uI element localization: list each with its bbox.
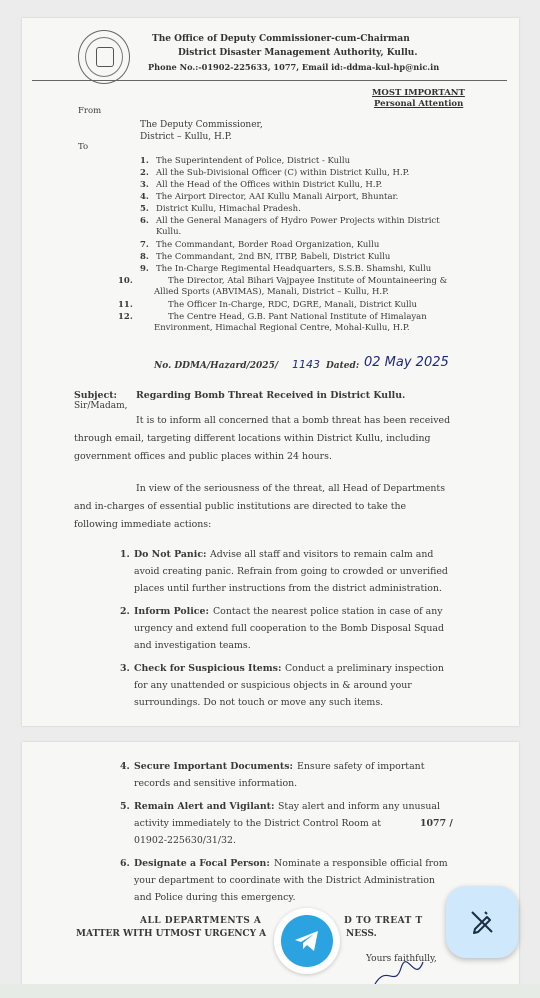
action-title: Check for Suspicious Items: xyxy=(134,663,282,674)
recipient-line: The Commandant, Border Road Organization, Kullu xyxy=(156,240,380,250)
closing-line-2b: NESS. xyxy=(346,929,377,939)
action-number: 4. xyxy=(120,761,130,772)
from-line-1: The Deputy Commissioner, xyxy=(140,120,263,130)
recipient-line: The Commandant, 2nd BN, ITBP, Babeli, District Kullu xyxy=(156,252,391,262)
action-number: 5. xyxy=(120,801,130,812)
action-number: 1. xyxy=(120,549,130,560)
document-page-2 xyxy=(22,742,519,992)
recipient-number: 12. xyxy=(118,312,133,322)
priority-line-2: Personal Attention xyxy=(374,99,464,109)
reference-number: No. DDMA/Hazard/2025/ xyxy=(154,361,279,371)
action-text: Advise all staff and visitors to remain calm and xyxy=(210,549,434,560)
recipient-line: All the Sub-Divisional Officer (C) within District Kullu, H.P. xyxy=(156,168,410,178)
action-text: activity immediately to the District Control Room at xyxy=(134,818,382,829)
pen-slash-icon xyxy=(468,908,496,936)
header-line-2: District Disaster Management Authority, Kullu. xyxy=(178,48,418,58)
action-text: Nominate a responsible official from xyxy=(274,858,448,869)
header-rule xyxy=(32,80,507,81)
para-1-line-2: through email, targeting different locations within District Kullu, including xyxy=(74,433,431,444)
recipient-number: 2. xyxy=(140,168,149,178)
action-text: 01902-225630/31/32. xyxy=(134,835,236,846)
action-number: 6. xyxy=(120,858,130,869)
subject-label: Subject: xyxy=(74,390,117,401)
action-text: Stay alert and inform any unusual xyxy=(278,801,440,812)
action-title: Remain Alert and Vigilant: xyxy=(134,801,275,812)
closing-yours-faithfully: Yours faithfully, xyxy=(366,954,437,964)
action-title: Inform Police: xyxy=(134,606,209,617)
subject-text: Regarding Bomb Threat Received in District Kullu. xyxy=(136,390,406,401)
from-line-2: District – Kullu, H.P. xyxy=(140,132,232,142)
action-text: avoid creating panic. Refrain from going to crowded or unverified xyxy=(134,566,448,577)
from-label: From xyxy=(78,106,102,116)
header-line-3: Phone No.:-01902-225633, 1077, Email id:-ddma-kul-hp@nic.in xyxy=(148,62,440,72)
recipient-line: Allied Sports (ABVIMAS), Manali, District – Kullu, H.P. xyxy=(154,287,389,297)
recipient-number: 5. xyxy=(140,204,149,214)
action-title: Designate a Focal Person: xyxy=(134,858,270,869)
telegram-icon xyxy=(281,915,333,967)
recipient-number: 8. xyxy=(140,252,149,262)
recipient-line: Environment, Himachal Regional Centre, Mohal-Kullu, H.P. xyxy=(154,323,410,333)
dated-label: Dated: xyxy=(326,361,360,371)
recipient-number: 1. xyxy=(140,156,149,166)
action-number: 3. xyxy=(120,663,130,674)
action-text: Conduct a preliminary inspection xyxy=(285,663,444,674)
recipient-line: Kullu. xyxy=(156,227,182,237)
recipient-number: 4. xyxy=(140,192,149,202)
action-text: Ensure safety of important xyxy=(297,761,425,772)
ddma-seal-logo xyxy=(78,30,130,84)
telegram-share-button[interactable] xyxy=(274,908,340,974)
recipient-number: 9. xyxy=(140,264,149,274)
priority-line-1: MOST IMPORTANT xyxy=(372,88,465,98)
recipient-line: All the General Managers of Hydro Power Projects within District xyxy=(156,216,440,226)
para-2-line-3: following immediate actions: xyxy=(74,519,212,530)
edit-markup-button[interactable] xyxy=(446,886,518,958)
closing-line-1a: ALL DEPARTMENTS A xyxy=(140,916,262,926)
action-title: Do Not Panic: xyxy=(134,549,207,560)
reference-number-handwritten: 1143 xyxy=(292,358,320,371)
action-text: your department to coordinate with the District Administration xyxy=(134,875,435,886)
recipient-line: The In-Charge Regimental Headquarters, S.S.B. Shamshi, Kullu xyxy=(156,264,432,274)
recipient-line: District Kullu, Himachal Pradesh. xyxy=(156,204,301,214)
header-line-1: The Office of Deputy Commissioner-cum-Chairman xyxy=(152,34,410,44)
para-2-line-2: and in-charges of essential public institutions are directed to take the xyxy=(74,501,407,512)
action-text: and investigation teams. xyxy=(134,640,251,651)
recipient-line: The Centre Head, G.B. Pant National Institute of Himalayan xyxy=(168,312,427,322)
recipient-number: 10. xyxy=(118,276,133,286)
recipient-number: 3. xyxy=(140,180,149,190)
recipient-number: 6. xyxy=(140,216,149,226)
closing-line-1b: D TO TREAT T xyxy=(344,916,423,926)
para-1-line-1: It is to inform all concerned that a bomb threat has been received xyxy=(136,415,451,426)
recipient-line: The Officer In-Charge, RDC, DGRE, Manali, District Kullu xyxy=(168,300,417,310)
action-text: urgency and extend full cooperation to the Bomb Disposal Squad xyxy=(134,623,445,634)
recipient-line: The Airport Director, AAI Kullu Manali Airport, Bhuntar. xyxy=(156,192,399,202)
bottom-system-strip xyxy=(0,984,540,998)
para-2-line-1: In view of the seriousness of the threat, all Head of Departments xyxy=(136,483,446,494)
recipient-line: The Superintendent of Police, District - Kullu xyxy=(156,156,351,166)
document-page-1 xyxy=(22,18,519,726)
action-text: and Police during this emergency. xyxy=(134,892,296,903)
recipient-line: All the Head of the Offices within District Kullu, H.P. xyxy=(156,180,383,190)
recipient-number: 11. xyxy=(118,300,133,310)
para-1-line-3: government offices and public places within 24 hours. xyxy=(74,451,332,462)
recipient-line: The Director, Atal Bihari Vajpayee Institute of Mountaineering & xyxy=(168,276,448,286)
recipient-number: 7. xyxy=(140,240,149,250)
date-handwritten: 02 May 2025 xyxy=(364,355,449,370)
action-text: surroundings. Do not touch or move any such items. xyxy=(134,697,384,708)
action-number: 2. xyxy=(120,606,130,617)
action-text: for any unattended or suspicious objects in & around your xyxy=(134,680,412,691)
closing-line-2a: MATTER WITH UTMOST URGENCY A xyxy=(76,929,267,939)
to-label: To xyxy=(78,142,89,152)
control-room-number: 1077 / xyxy=(420,818,453,829)
action-title: Secure Important Documents: xyxy=(134,761,293,772)
action-text: Contact the nearest police station in case of any xyxy=(213,606,443,617)
action-text: records and sensitive information. xyxy=(134,778,298,789)
action-text: places until further instructions from the district administration. xyxy=(134,583,442,594)
salutation: Sir/Madam, xyxy=(74,401,128,411)
